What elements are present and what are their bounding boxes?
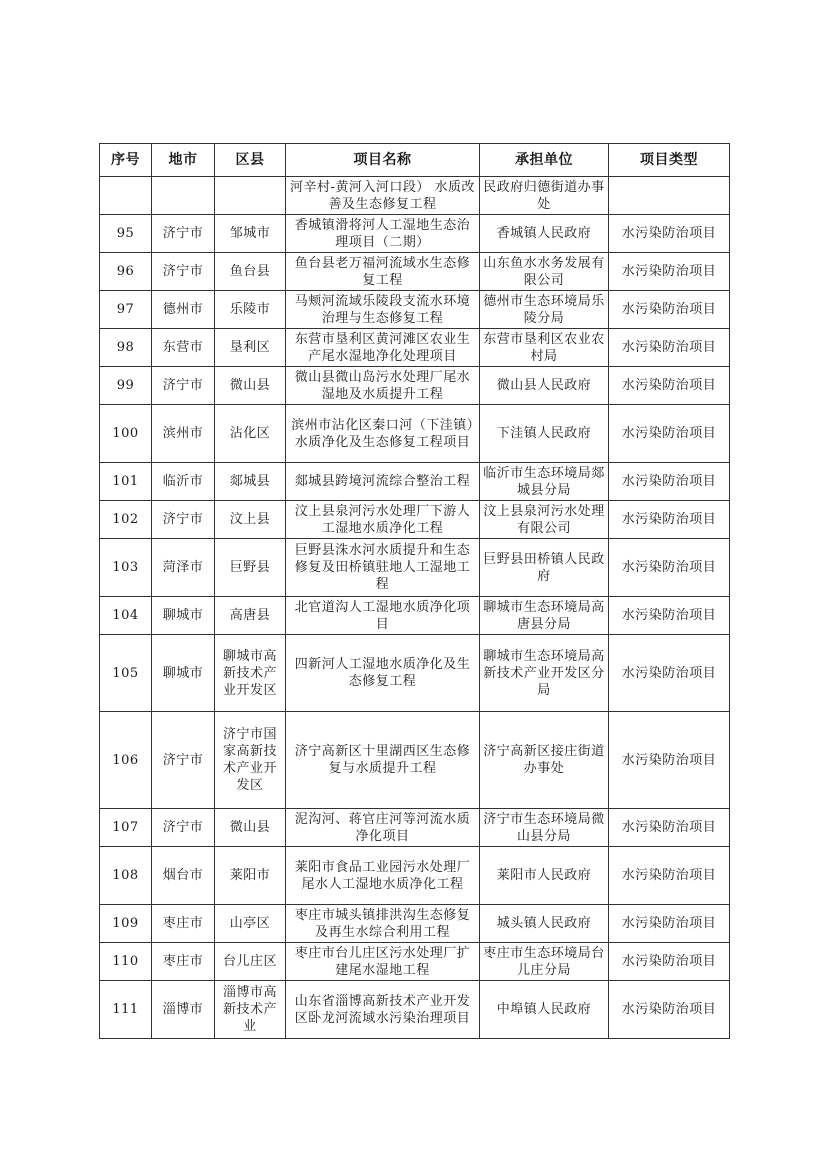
cell-unit: 东营市垦利区农业农村局 xyxy=(480,329,609,367)
cell-project-name: 香城镇滑将河人工湿地生态治理项目（二期） xyxy=(286,215,480,253)
cell-county: 淄博市高新技术产业 xyxy=(215,981,286,1039)
table-row xyxy=(100,943,730,981)
cell-county: 莱阳市 xyxy=(215,847,286,905)
cell-unit: 济宁高新区接庄街道办事处 xyxy=(480,712,609,809)
cell-unit: 莱阳市人民政府 xyxy=(480,847,609,905)
project-table xyxy=(99,143,730,1039)
cell-county xyxy=(215,177,286,215)
cell-no: 108 xyxy=(100,847,152,905)
table-row xyxy=(100,539,730,597)
cell-project-name: 马颊河流域乐陵段支流水环境治理与生态修复工程 xyxy=(286,291,480,329)
cell-city: 济宁市 xyxy=(152,712,215,809)
cell-no: 102 xyxy=(100,501,152,539)
cell-project-name: 枣庄市城头镇排洪沟生态修复 及再生水综合利用工程 xyxy=(286,905,480,943)
table-row xyxy=(100,329,730,367)
cell-no xyxy=(100,177,152,215)
table-row xyxy=(100,501,730,539)
cell-no: 109 xyxy=(100,905,152,943)
cell-city: 济宁市 xyxy=(152,253,215,291)
table-row xyxy=(100,215,730,253)
cell-type xyxy=(609,177,730,215)
table-row xyxy=(100,905,730,943)
cell-no: 97 xyxy=(100,291,152,329)
cell-no: 107 xyxy=(100,809,152,847)
cell-unit: 民政府归德街道办事处 xyxy=(480,177,609,215)
table-row xyxy=(100,809,730,847)
table-row xyxy=(100,597,730,635)
cell-no: 100 xyxy=(100,405,152,463)
cell-city: 济宁市 xyxy=(152,809,215,847)
cell-unit: 临沂市生态环境局郯城县分局 xyxy=(480,463,609,501)
cell-type: 水污染防治项目 xyxy=(609,215,730,253)
cell-county: 台儿庄区 xyxy=(215,943,286,981)
header-project-name: 项目名称 xyxy=(286,144,480,177)
cell-county: 聊城市高新技术产业开发区 xyxy=(215,635,286,712)
cell-type: 水污染防治项目 xyxy=(609,367,730,405)
header-type: 项目类型 xyxy=(609,144,730,177)
table-row xyxy=(100,405,730,463)
table-row xyxy=(100,463,730,501)
cell-city: 淄博市 xyxy=(152,981,215,1039)
table-header-row xyxy=(100,144,730,177)
table-row xyxy=(100,291,730,329)
cell-project-name: 莱阳市食品工业园污水处理厂尾水人工湿地水质净化工程 xyxy=(286,847,480,905)
cell-project-name: 山东省淄博高新技术产业开发区卧龙河流域水污染治理项目 xyxy=(286,981,480,1039)
cell-type: 水污染防治项目 xyxy=(609,809,730,847)
cell-project-name: 微山县微山岛污水处理厂尾水湿地及水质提升工程 xyxy=(286,367,480,405)
cell-city: 枣庄市 xyxy=(152,943,215,981)
cell-type: 水污染防治项目 xyxy=(609,253,730,291)
cell-no: 105 xyxy=(100,635,152,712)
cell-project-name: 滨州市沾化区秦口河（下洼镇）水质净化及生态修复工程项目 xyxy=(286,405,480,463)
cell-county: 巨野县 xyxy=(215,539,286,597)
cell-no: 99 xyxy=(100,367,152,405)
header-city: 地市 xyxy=(152,144,215,177)
cell-unit: 济宁市生态环境局微山县分局 xyxy=(480,809,609,847)
cell-city: 聊城市 xyxy=(152,597,215,635)
cell-unit: 汶上县泉河污水处理有限公司 xyxy=(480,501,609,539)
cell-unit: 微山县人民政府 xyxy=(480,367,609,405)
cell-unit: 枣庄市生态环境局台儿庄分局 xyxy=(480,943,609,981)
table-body xyxy=(100,177,730,1039)
cell-unit: 香城镇人民政府 xyxy=(480,215,609,253)
cell-type: 水污染防治项目 xyxy=(609,635,730,712)
cell-unit: 聊城市生态环境局高唐县分局 xyxy=(480,597,609,635)
cell-county: 山亭区 xyxy=(215,905,286,943)
header-unit: 承担单位 xyxy=(480,144,609,177)
cell-city: 滨州市 xyxy=(152,405,215,463)
cell-project-name: 北官道沟人工湿地水质净化项目 xyxy=(286,597,480,635)
cell-type: 水污染防治项目 xyxy=(609,981,730,1039)
cell-city: 枣庄市 xyxy=(152,905,215,943)
cell-city: 济宁市 xyxy=(152,367,215,405)
table-row xyxy=(100,981,730,1039)
header-county: 区县 xyxy=(215,144,286,177)
cell-project-name: 四新河人工湿地水质净化及生态修复工程 xyxy=(286,635,480,712)
header-no: 序号 xyxy=(100,144,152,177)
cell-city: 德州市 xyxy=(152,291,215,329)
table-row xyxy=(100,367,730,405)
cell-type: 水污染防治项目 xyxy=(609,329,730,367)
cell-no: 101 xyxy=(100,463,152,501)
cell-unit: 德州市生态环境局乐陵分局 xyxy=(480,291,609,329)
cell-type: 水污染防治项目 xyxy=(609,463,730,501)
cell-unit: 中埠镇人民政府 xyxy=(480,981,609,1039)
cell-city: 菏泽市 xyxy=(152,539,215,597)
cell-unit: 巨野县田桥镇人民政府 xyxy=(480,539,609,597)
cell-county: 垦利区 xyxy=(215,329,286,367)
cell-city: 济宁市 xyxy=(152,501,215,539)
cell-county: 郯城县 xyxy=(215,463,286,501)
cell-city: 济宁市 xyxy=(152,215,215,253)
cell-project-name: 河辛村-黄河入河口段） 水质改善及生态修复工程 xyxy=(286,177,480,215)
table-row xyxy=(100,847,730,905)
cell-type: 水污染防治项目 xyxy=(609,943,730,981)
cell-county: 微山县 xyxy=(215,809,286,847)
cell-no: 111 xyxy=(100,981,152,1039)
cell-county: 济宁市国家高新技术产业开发区 xyxy=(215,712,286,809)
cell-unit: 聊城市生态环境局高新技术产业开发区分局 xyxy=(480,635,609,712)
cell-project-name: 郯城县跨境河流综合整治工程 xyxy=(286,463,480,501)
cell-project-name: 鱼台县老万福河流域水生态修复工程 xyxy=(286,253,480,291)
cell-unit: 城头镇人民政府 xyxy=(480,905,609,943)
cell-no: 103 xyxy=(100,539,152,597)
cell-project-name: 济宁高新区十里湖西区生态修复与水质提升工程 xyxy=(286,712,480,809)
cell-no: 98 xyxy=(100,329,152,367)
cell-no: 106 xyxy=(100,712,152,809)
cell-city: 东营市 xyxy=(152,329,215,367)
cell-city: 烟台市 xyxy=(152,847,215,905)
cell-no: 95 xyxy=(100,215,152,253)
table-row xyxy=(100,253,730,291)
cell-type: 水污染防治项目 xyxy=(609,405,730,463)
cell-county: 邹城市 xyxy=(215,215,286,253)
table-row xyxy=(100,177,730,215)
cell-project-name: 泥沟河、蒋官庄河等河流水质净化项目 xyxy=(286,809,480,847)
cell-county: 乐陵市 xyxy=(215,291,286,329)
cell-county: 鱼台县 xyxy=(215,253,286,291)
cell-no: 104 xyxy=(100,597,152,635)
cell-county: 沾化区 xyxy=(215,405,286,463)
cell-project-name: 东营市垦利区黄河滩区农业生产尾水湿地净化处理项目 xyxy=(286,329,480,367)
cell-type: 水污染防治项目 xyxy=(609,291,730,329)
table-row xyxy=(100,635,730,712)
cell-type: 水污染防治项目 xyxy=(609,539,730,597)
cell-county: 高唐县 xyxy=(215,597,286,635)
table-row xyxy=(100,712,730,809)
cell-unit: 下洼镇人民政府 xyxy=(480,405,609,463)
cell-type: 水污染防治项目 xyxy=(609,712,730,809)
cell-project-name: 枣庄市台儿庄区污水处理厂扩建尾水湿地工程 xyxy=(286,943,480,981)
cell-no: 110 xyxy=(100,943,152,981)
cell-city: 临沂市 xyxy=(152,463,215,501)
cell-city xyxy=(152,177,215,215)
cell-type: 水污染防治项目 xyxy=(609,905,730,943)
cell-city: 聊城市 xyxy=(152,635,215,712)
cell-county: 汶上县 xyxy=(215,501,286,539)
cell-project-name: 巨野县洙水河水质提升和生态修复及田桥镇驻地人工湿地工程 xyxy=(286,539,480,597)
cell-project-name: 汶上县泉河污水处理厂下游人工湿地水质净化工程 xyxy=(286,501,480,539)
cell-no: 96 xyxy=(100,253,152,291)
cell-type: 水污染防治项目 xyxy=(609,847,730,905)
cell-type: 水污染防治项目 xyxy=(609,501,730,539)
cell-county: 微山县 xyxy=(215,367,286,405)
cell-type: 水污染防治项目 xyxy=(609,597,730,635)
cell-unit: 山东鱼水水务发展有限公司 xyxy=(480,253,609,291)
